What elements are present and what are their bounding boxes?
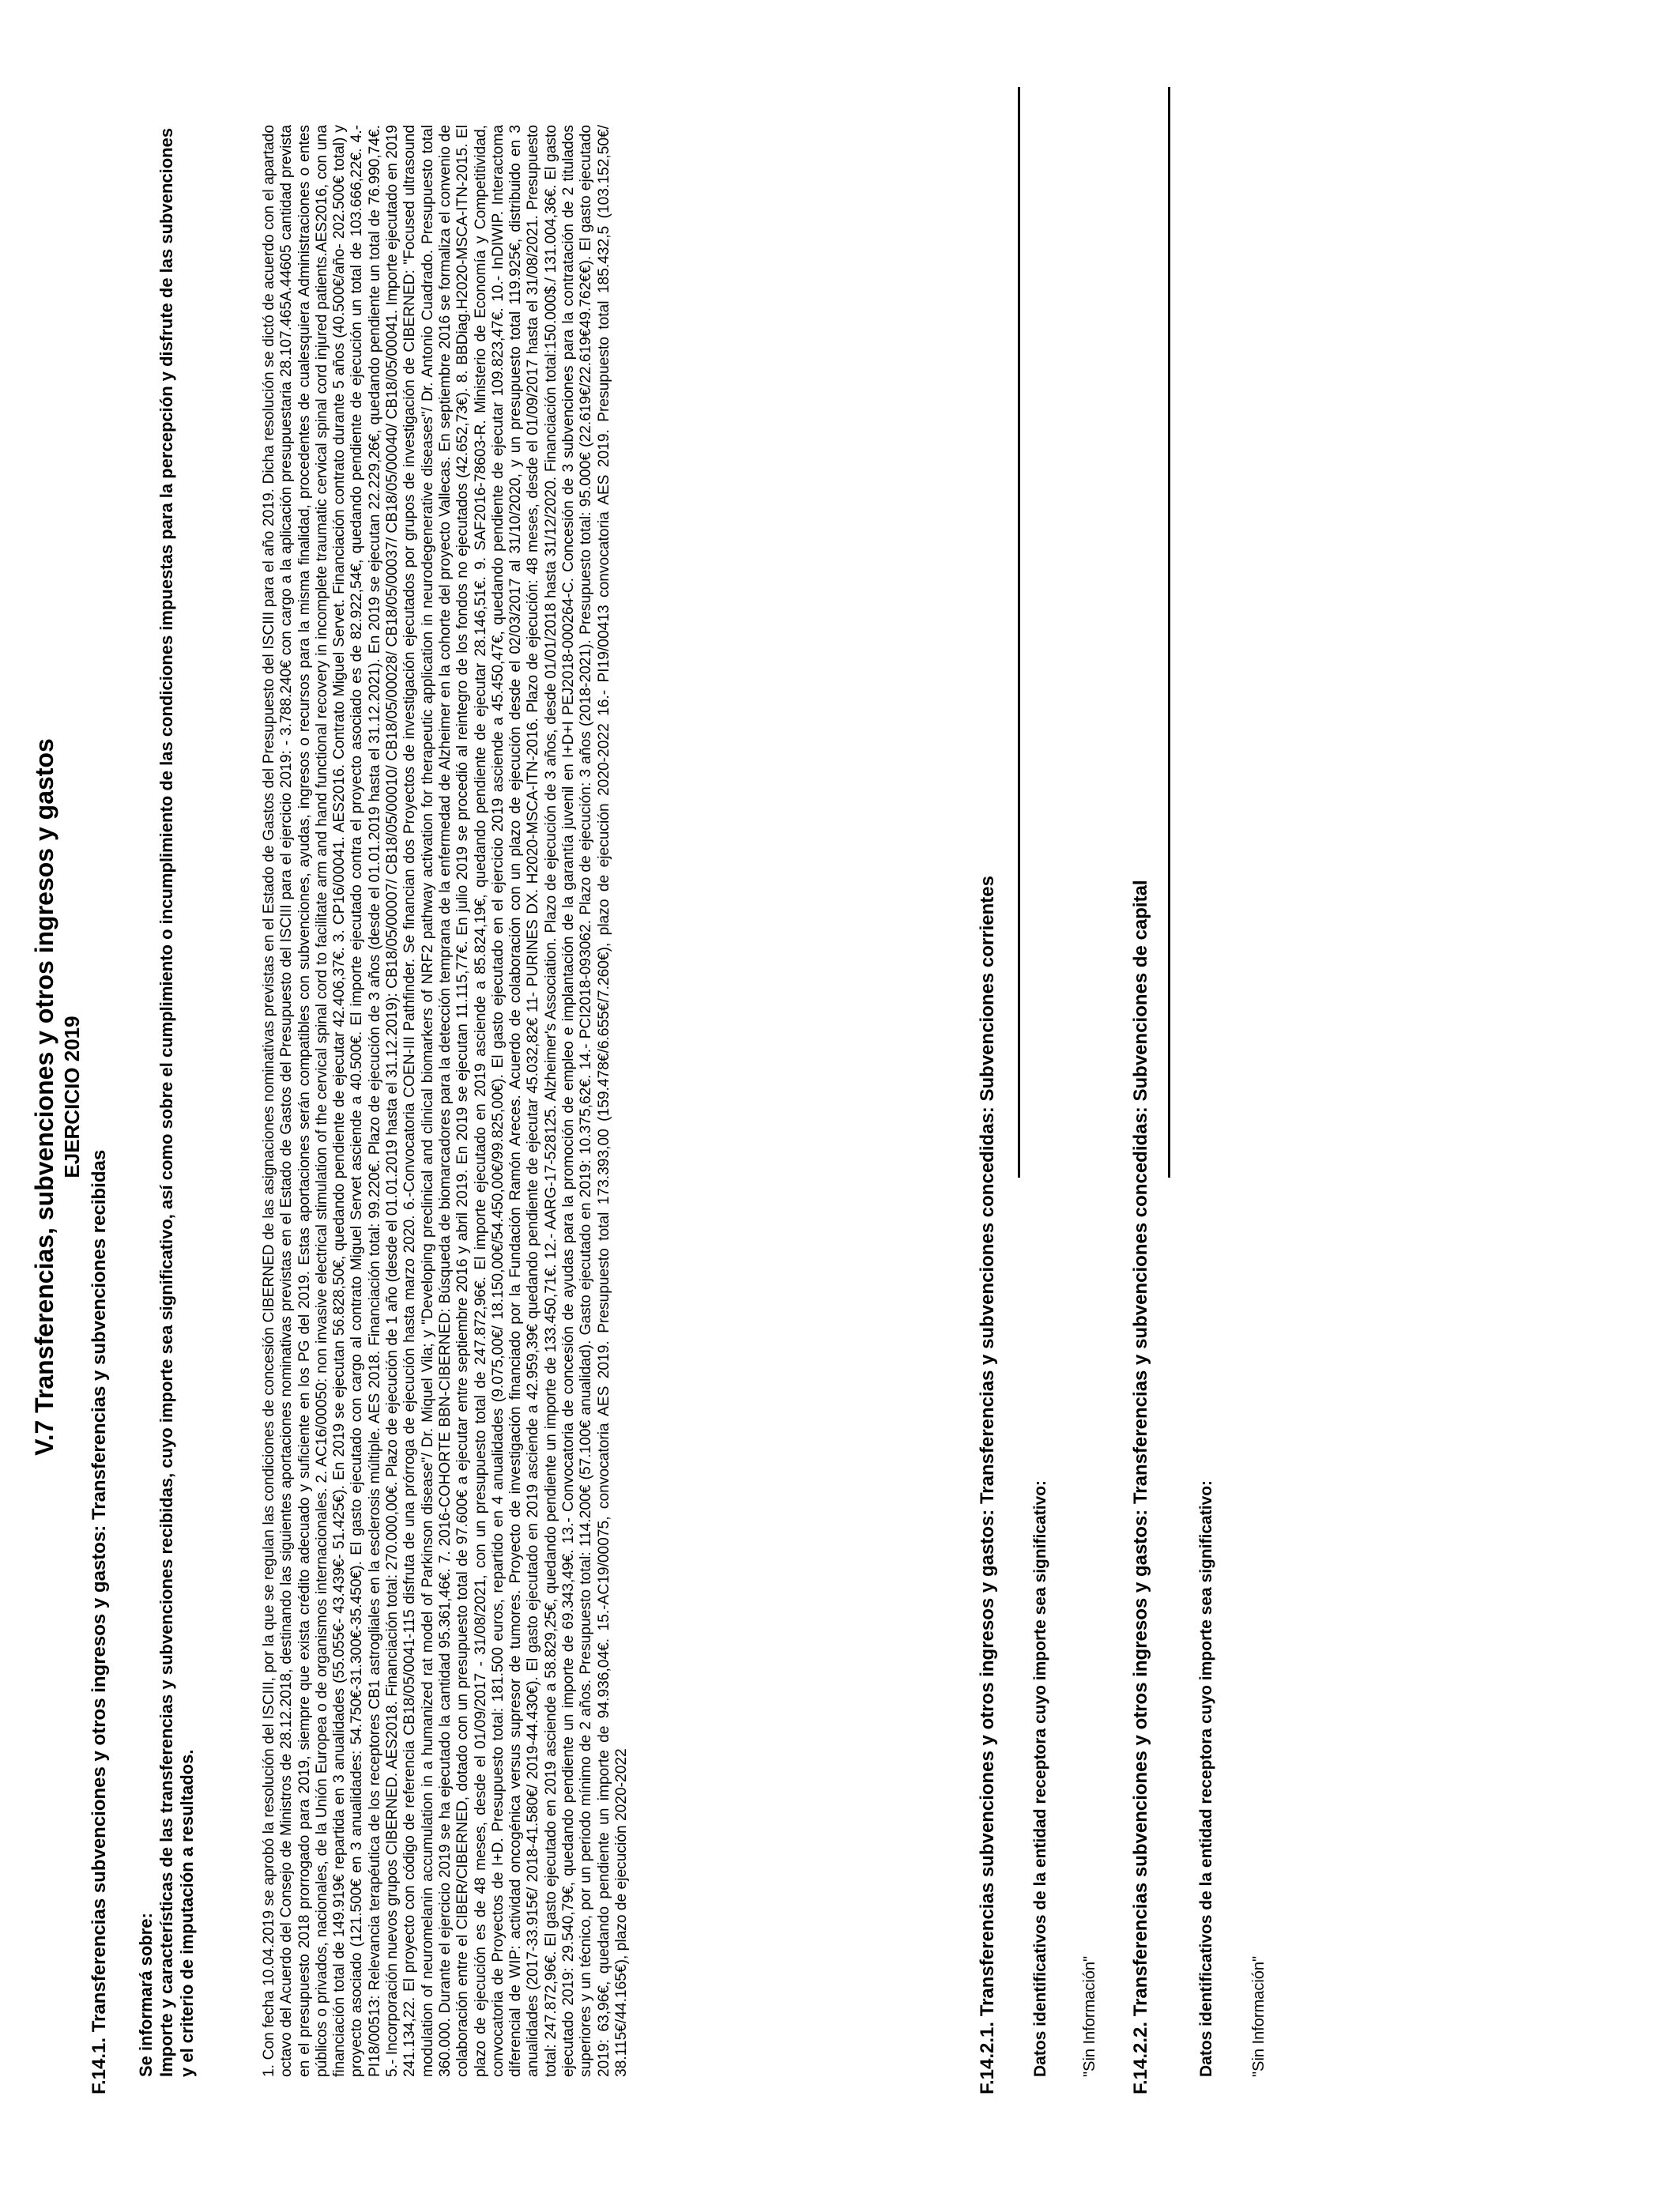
page-subtitle: EJERCICIO 2019 (60, 1016, 84, 1178)
section-f14-2-2-heading: F.14.2.2. Transferencias subvenciones y otros ingresos y gastos: Transferencias y subvenciones concedidas: Subvenciones de capital (1130, 880, 1151, 2094)
divider-f14-2-2 (1168, 87, 1170, 1178)
section-f14-2-1-label: Datos identificativos de la entidad receptora cuyo importe sea significativo: (1031, 1480, 1049, 2077)
section-f14-1-heading: F.14.1. Transferencias subvenciones y otros ingresos y gastos: Transferencias y subvenciones recibidas (89, 1149, 110, 2094)
page-title: V.7 Transferencias, subvenciones y otros ingresos y gastos (30, 738, 58, 1456)
intro-text: Importe y características de las transferencias y subvenciones recibidas, cuyo importe sea significativo, así como sobre el cumplimiento o incumplimiento de las condiciones impuestas para la percepción y disfrute de las subvenciones y el criterio de imputación a resultados. (156, 127, 197, 2077)
section-f14-2-1-heading: F.14.2.1. Transferencias subvenciones y otros ingresos y gastos: Transferencias y subvenciones concedidas: Subvenciones corrientes (977, 876, 998, 2094)
intro-label: Se informará sobre: (136, 1913, 156, 2077)
section-f14-1-body: 1. Con fecha 10.04.2019 se aprobó la resolución del ISCIII, por la que se regulan las condiciones de concesión CIBERNED de las asignaciones nominativas previstas en el Estado de Gastos del Presupuesto del ISCIII para el año 2019. Dicha resolución se dictó de acuerdo con el apartado octavo del Acuerdo del Consejo de Ministros de 28.12.2018, destinando las siguientes aportaciones nominativas previstas en el Estado de Gastos del Presupuesto del ISCIII para el ejercicio 2019: - 3.788.240€ con cargo a la aplicación presupuestaria 28.107.465A.44605 cantidad prevista en el presupuesto 2018 prorrogado para 2019, siempre que exista crédito adecuado y suficiente en los PG del 2019. Estas aportaciones serán compatibles con subvenciones, ayudas, ingresos o recursos para la misma finalidad, procedentes de cualesquiera Administraciones o entes públicos o privados, nacionales, de la Unión Europea o de organismos internacionales. 2. AC16/00050: non invasive electrical stimulation of the cervical spinal cord to facilitate arm and hand functional recovery in incomplete traumatic cervical spinal cord injured patients.AES2016, con una financiación total de 149.919€ repartida en 3 anualidades (55.055€- 43.439€- 51.425€). En 2019 se ejecutan 56.828,50€, quedando pendiente de ejecutar 42.406,37€. 3. CP16/00041. AES2016. Contrato Miguel Servet. Financiación contrato durante 5 años (40.500€/año- 202.500€ total) y proyecto asociado (121.500€ en 3 anualidades: 54.750€-31.300€-35.450€). El gasto ejecutado con cargo al contrato Miguel Servet asciende a 40.500€. El importe ejecutado contra el proyecto asociado es de 82.922,54€, quedando pendiente de ejecución un total de 103.666,22€. 4.- PI18/00513: Relevancia terapéutica de los receptores CB1 astrogliales en la esclerosis múltiple. AES 2018. Financiación total: 99.220€. Plazo de ejecución de 3 años (desde el 01.01.2019 hasta el 31.12.2021). En 2019 se ejecutan 22.229,26€, quedando pendiente un total de 76.990,74€. 5.- Incorporación nuevos grupos CIBERNED. AES2018. Financiación total: 270.000,00€. Plazo de ejecución de 1 año (desde el 01.01.2019 hasta el 31.12.2019): CB18/05/00007/ CB18/05/00010/ CB18/05/00028/ CB18/05/00037/ CB18/05/00040/ CB18/05/00041. Importe ejecutado en 2019 241.134,22. El proyecto con código de referencia CB18/05/0041-115 disfruta de una prórroga de ejecución hasta marzo 2020. 6.-Convocatoria COEN-III Pathfinder. Se financian dos Proyectos de investigación ejecutados por grupos de investigación de CIBERNED: "Focused ultrasound modulation of neuromelanin accumulation in a humanized rat model of Parkinson disease"/ Dr. Miquel Vila; y "Developing preclinical and clinical biomarkers of NRF2 pathway activation for therapeutic application in neurodegenerative diseases"/ Dr. Antonio Cuadrado. Presupuesto total 360.000. Durante el ejercicio 2019 se ha ejecutado la cantidad 95.361,46€. 7. 2016-COHORTE BBN-CIBERNED: Búsqueda de biomarcadores para la detección temprana de la enfermedad de Alzheimer en la cohorte del proyecto Vallecas. En septiembre 2016 se formaliza el convenio de colaboración entre el CIBER/CIBERNED, dotado con un presupuesto total de 97.600€ a ejecutar entre septiembre 2016 y abril 2019. En 2019 se ejecutan 11.115,77€. En julio 2019 se procedió al reintegro de los fondos no ejecutados (42.652,73€). 8. BBDiag.H2020-MSCA-ITN-2015. El plazo de ejecución es de 48 meses, desde el 01/09/2017 - 31/08/2021, con un presupuesto total de 247.872,96€. El importe ejecutado en 2019 asciende a 85.824,19€, quedando pendiente de ejecutar 28.146,51€. 9. SAF2016-78603-R. Ministerio de Economía y Competitividad, convocatoria de Proyectos de I+D. Presupuesto total: 181.500 euros, repartido en 4 anualidades (9.075,00€/ 18.150,00€/54.450,00€/99.825,00€). El gasto ejecutado en el ejercicio 2019 asciende a 45.450,47€, quedando pendiente de ejecutar 109.823,47€. 10.- InDIWIP. Interactoma diferencial de WIP: actividad oncogénica versus supresor de tumores. Proyecto de investigación financiado por la Fundación Ramón Areces. Acuerdo de colaboración con un plazo de ejecución desde el 02/03/2017 al 31/10/2020, y un presupuesto total 119.925€, distribuido en 3 anualidades (2017-33.915€/ 2018-41.580€/ 2019-44.430€). El gasto ejecutado en 2019 asciende a 42.959,39€ quedando pendiente de ejecutar 45.032,82€ 11- PURINES DX. H2020-MSCA-ITN-2016. Plazo de ejecución: 48 meses, desde el 01/09/2017 hasta el 31/08/2021. Presupuesto total: 247.872,96€. El gasto ejecutado en 2019 asciende a 58.829,25€, quedando pendiente un importe de 133.450,71€. 12.- AARG-17-528125. Alzheimer's Association. Plazo de ejecución de 3 años, desde 01/01/2018 hasta 31/12/2020. Financiación total:150.000$./ 131.004,36€. El gasto ejecutado 2019: 29.540,79€, quedando pendiente un importe de 69.343,49€. 13.- Convocatoria de concesión de ayudas para la promoción de empleo e implantación de la garantía juvenil en I+D+I PEJ2018-000264-C. Concesión de 3 subvenciones para la contratación de 2 titulados superiores y un técnico, por un periodo mínimo de 2 años. Presupuesto total: 114.200€ (57.100€ anualidad). Gasto ejecutado en 2019: 10.375,62€. 14.- PCI2018-093062. Plazo de ejecución: 3 años (2018-2021). Presupuesto total: 95.000€ (22.619€/22.619€49.762€€). El gasto ejecutado 2019: 63,96€, quedando pendiente un importe de 94.936,04€. 15.-AC19/00075, convocatoria AES 2019. Presupuesto total 173.393,00 (159.478€/6.655€/7.260€), plazo de ejecución 2020-2022 16.- PI19/00413 convocatoria AES 2019. Presupuesto total 185.432,5 (103.152,50€/ 38.115€/44.165€), plazo de ejecución 2020-2022 (261, 125, 630, 2077)
divider-f14-2-1 (1018, 87, 1020, 1178)
section-f14-2-2-value: "Sin Información" (1250, 1955, 1268, 2077)
section-f14-2-2-label: Datos identificativos de la entidad receptora cuyo importe sea significativo: (1197, 1480, 1215, 2077)
section-f14-1-intro (136, 125, 198, 2077)
section-f14-2-1-value: "Sin Información" (1081, 1955, 1098, 2077)
